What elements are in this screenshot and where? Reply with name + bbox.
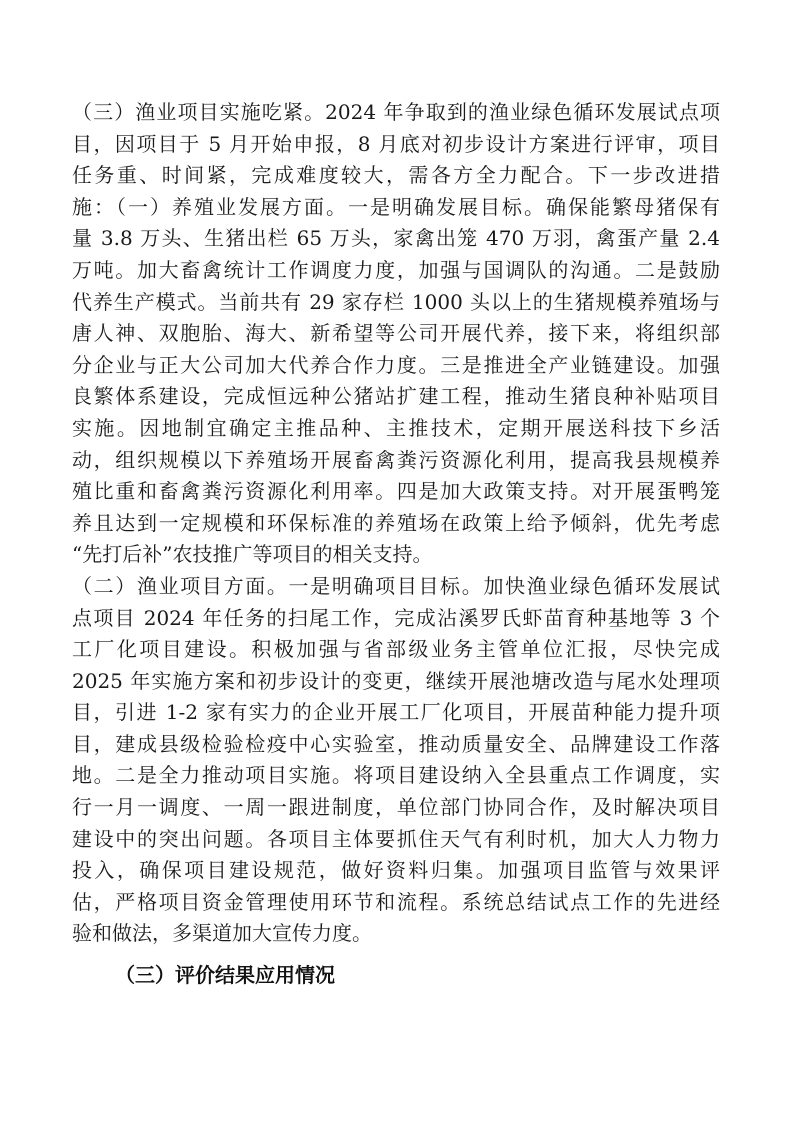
text-line: 目，引进 1-2 家有实力的企业开展工厂化项目，开展苗种能力提升项 (72, 700, 720, 725)
text-line: 目，因项目于 5 月开始申报，8 月底对初步设计方案进行评审，项目 (72, 131, 720, 156)
body-text (72, 97, 720, 950)
text-line: 代养生产模式。当前共有 29 家存栏 1000 头以上的生猪规模养殖场与 (72, 289, 720, 314)
text-line: 地。二是全力推动项目实施。将项目建设纳入全县重点工作调度，实 (72, 763, 720, 788)
text-line: 实施。因地制宜确定主推品种、主推技术，定期开展送科技下乡活 (72, 415, 720, 440)
text-line: 施：（一）养殖业发展方面。一是明确发展目标。确保能繁母猪保有 (72, 194, 720, 219)
text-line: 估，严格项目资金管理使用环节和流程。系统总结试点工作的先进经 (72, 889, 720, 914)
text-line: 目，建成县级检验检疫中心实验室，推动质量安全、品牌建设工作落 (72, 731, 720, 756)
text-line: 量 3.8 万头、生猪出栏 65 万头，家禽出笼 470 万羽，禽蛋产量 2.4 (72, 226, 720, 251)
text-line: 验和做法，多渠道加大宣传力度。 (72, 921, 372, 946)
text-line: 工厂化项目建设。积极加强与省部级业务主管单位汇报，尽快完成 (72, 637, 720, 662)
text-line: 分企业与正大公司加大代养合作力度。三是推进全产业链建设。加强 (72, 352, 720, 377)
text-line: 唐人神、双胞胎、海大、新希望等公司开展代养，接下来，将组织部 (72, 321, 720, 346)
text-line: 良繁体系建设，完成恒远种公猪站扩建工程，推动生猪良种补贴项目 (72, 384, 720, 409)
paragraph-fishery-project-measures (72, 571, 720, 950)
text-line: 点项目 2024 年任务的扫尾工作，完成沾溪罗氏虾苗育种基地等 3 个 (72, 605, 720, 630)
text-line: （三）渔业项目实施吃紧。2024 年争取到的渔业绿色循环发展试点项 (72, 100, 720, 124)
text-line: （二）渔业项目方面。一是明确项目目标。加快渔业绿色循环发展试 (72, 573, 720, 598)
text-line: 2025 年实施方案和初步设计的变更，继续开展池塘改造与尾水处理项 (72, 668, 720, 693)
text-line: 建设中的突出问题。各项目主体要抓住天气有利时机，加大人力物力 (72, 826, 720, 851)
text-line: 任务重、时间紧，完成难度较大，需各方全力配合。下一步改进措 (72, 163, 720, 188)
text-line: “先打后补”农技推广等项目的相关支持。 (72, 542, 433, 567)
text-line: 投入，确保项目建设规范，做好资料归集。加强项目监管与效果评 (72, 858, 720, 883)
text-line: 万吨。加大畜禽统计工作调度力度，加强与国调队的沟通。二是鼓励 (72, 257, 720, 282)
section-heading: （三）评价结果应用情况 (115, 963, 335, 987)
text-line: 养且达到一定规模和环保标准的养殖场在政策上给予倾斜，优先考虑 (72, 510, 720, 535)
paragraph-fishery-issue-and-livestock-measures (72, 97, 720, 571)
text-line: 动，组织规模以下养殖场开展畜禽粪污资源化利用，提高我县规模养 (72, 447, 720, 472)
text-line: 行一月一调度、一周一跟进制度，单位部门协同合作，及时解决项目 (72, 795, 720, 820)
text-line: 殖比重和畜禽粪污资源化利用率。四是加大政策支持。对开展蛋鸭笼 (72, 479, 720, 504)
